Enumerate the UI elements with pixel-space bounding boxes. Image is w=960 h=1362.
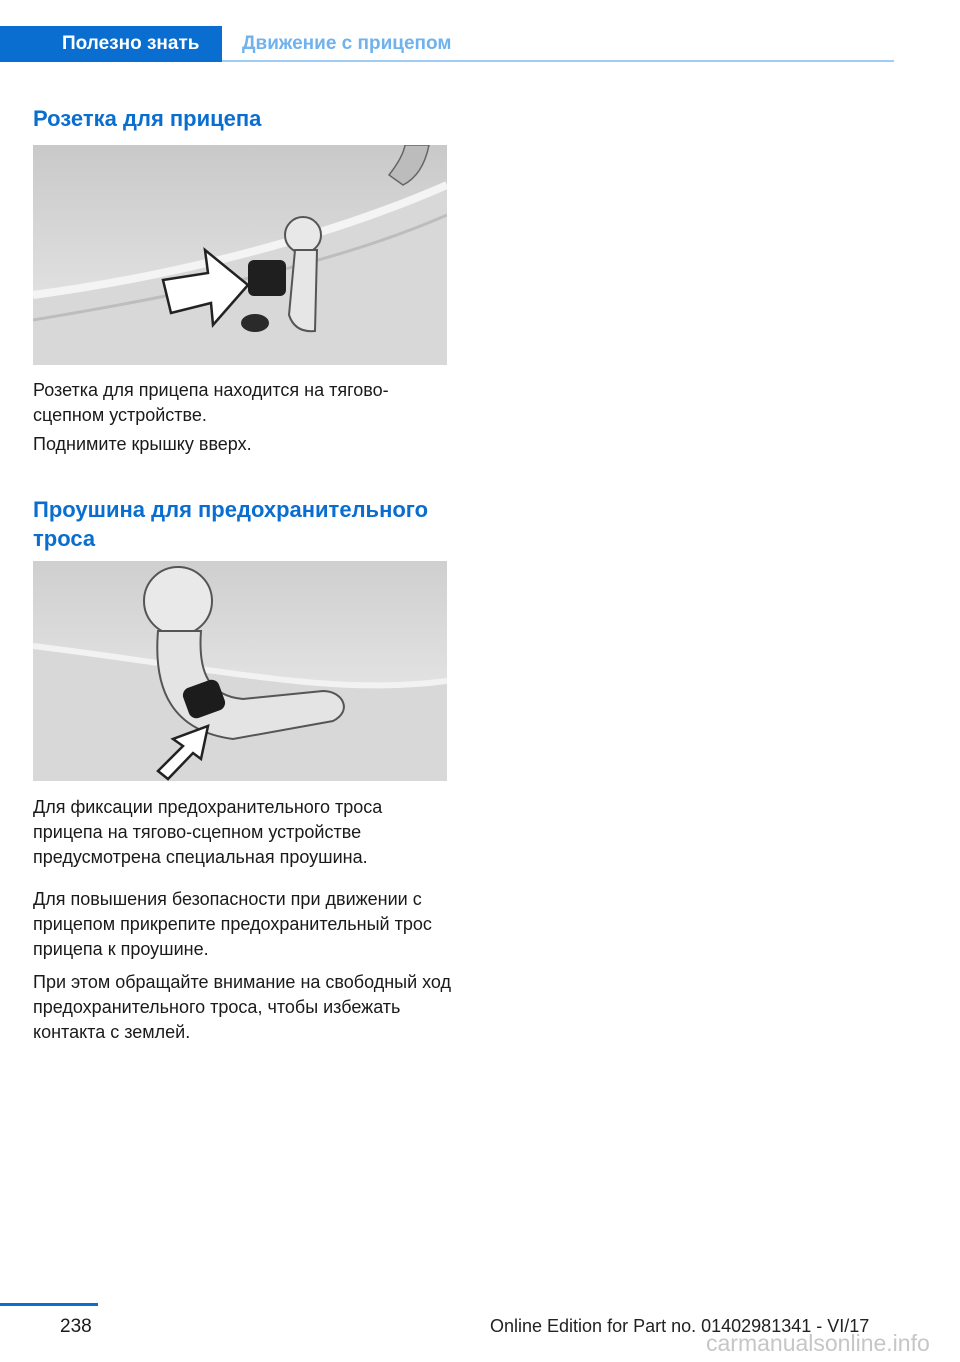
page-number: 238	[60, 1316, 92, 1337]
footer-rule	[0, 1303, 98, 1306]
page-header	[0, 26, 960, 62]
paragraph-lift-cover: Поднимите крышку вверх.	[33, 434, 252, 454]
safety-eye-illustration	[33, 561, 447, 781]
header-rule	[222, 60, 894, 62]
heading-safety-eye: Проушина для предохранительного троса	[33, 497, 429, 551]
chapter-tab[interactable]: Полезно знать	[0, 26, 222, 62]
heading-trailer-socket: Розетка для прицепа	[33, 106, 262, 131]
trailer-socket-illustration	[33, 145, 447, 365]
paragraph-socket-location: Розетка для прицепа находится на тягово-сцепном устройстве.	[33, 380, 389, 425]
section-tab[interactable]: Движение с прицепом	[242, 33, 452, 54]
paragraph-attach-cable: Для повышения безопасности при движении с прицепом прикрепите предохранительный трос прицепа к проушине.	[33, 889, 432, 959]
paragraph-eye-purpose: Для фиксации предохранительного троса прицепа на тягово-сцепном устройстве предусмотрена специальная проушина.	[33, 797, 383, 867]
paragraph-cable-clearance: При этом обращайте внимание на свободный ход предохранительного троса, чтобы избежать контакта с землей.	[33, 972, 452, 1042]
edition-note: Online Edition for Part no. 01402981341 - VI/17	[490, 1316, 870, 1336]
watermark: carmanualsonline.info	[706, 1330, 930, 1356]
